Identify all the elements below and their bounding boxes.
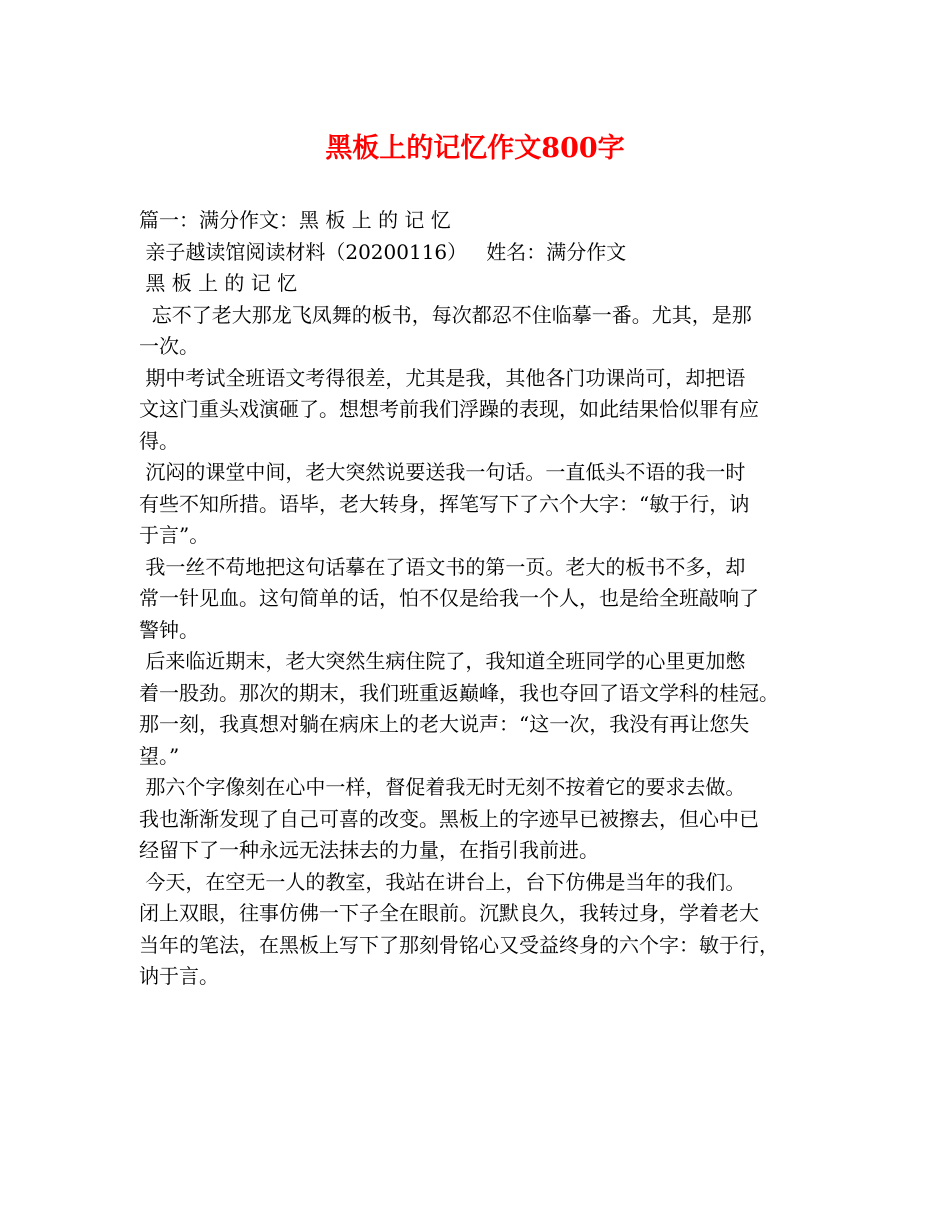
paragraph-line: 警钟。 <box>139 617 199 642</box>
paragraph-line: 那六个字像刻在心中一样，督促着我无时无刻不按着它的要求去做。 <box>139 775 746 799</box>
paragraph-line: 经留下了一种永远无法抹去的力量，在指引我前进。 <box>139 838 599 862</box>
paragraph-line: 得。 <box>139 428 179 453</box>
paragraph-line: 我也渐渐发现了自己可喜的改变。黑板上的字迹早已被擦去，但心中已 <box>139 806 759 831</box>
paragraph-line: 我一丝不苟地把这句话摹在了语文书的第一页。老大的板书不多，却 <box>139 554 746 579</box>
paragraph-line: 讷于言。 <box>139 964 219 988</box>
paragraph-line: 后来临近期末，老大突然生病住院了，我知道全班同学的心里更加憋 <box>139 649 746 673</box>
section-heading: 篇一：满分作文：黑 板 上 的 记 忆 <box>139 208 451 232</box>
paragraph-line: 今天，在空无一人的教室，我站在讲台上，台下仿佛是当年的我们。 <box>139 869 746 894</box>
paragraph-line: 那一刻，我真想对躺在病床上的老大说声：“这一次，我没有再让您失 <box>139 712 750 736</box>
essay-heading: 黑 板 上 的 记 忆 <box>139 271 298 295</box>
paragraph-line: 忘不了老大那龙飞凤舞的板书，每次都忍不住临摹一番。尤其，是那 <box>139 302 752 327</box>
paragraph-line: 于言”。 <box>139 523 210 547</box>
paragraph-line: 沉闷的课堂中间，老大突然说要送我一句话。一直低头不语的我一时 <box>139 460 746 484</box>
paragraph-line: 当年的笔法，在黑板上写下了那刻骨铭心又受益终身的六个字：敏于行， <box>139 932 779 957</box>
paragraph-line: 闭上双眼，往事仿佛一下子全在眼前。沉默良久，我转过身，学着老大 <box>139 901 759 925</box>
paragraph-line: 文这门重头戏演砸了。想想考前我们浮躁的表现，如此结果恰似罪有应 <box>139 397 759 421</box>
paragraph-line: 着一股劲。那次的期末，我们班重返巅峰，我也夺回了语文学科的桂冠。 <box>139 680 779 705</box>
paragraph-line: 有些不知所措。语毕，老大转身，挥笔写下了六个大字：“敏于行，讷 <box>139 491 750 516</box>
paragraph-line: 期中考试全班语文考得很差，尤其是我，其他各门功课尚可，却把语 <box>139 365 746 390</box>
document-body <box>139 205 819 993</box>
document-title: 黑板上的记忆作文800字 <box>325 133 625 164</box>
paragraph-line: 常一针见血。这句简单的话，怕不仅是给我一个人，也是给全班敲响了 <box>139 586 759 610</box>
paragraph-line: 望。” <box>139 743 180 768</box>
paragraph-line: 一次。 <box>139 334 199 358</box>
source-line: 亲子越读馆阅读材料（20200116） 姓名：满分作文 <box>139 239 627 264</box>
